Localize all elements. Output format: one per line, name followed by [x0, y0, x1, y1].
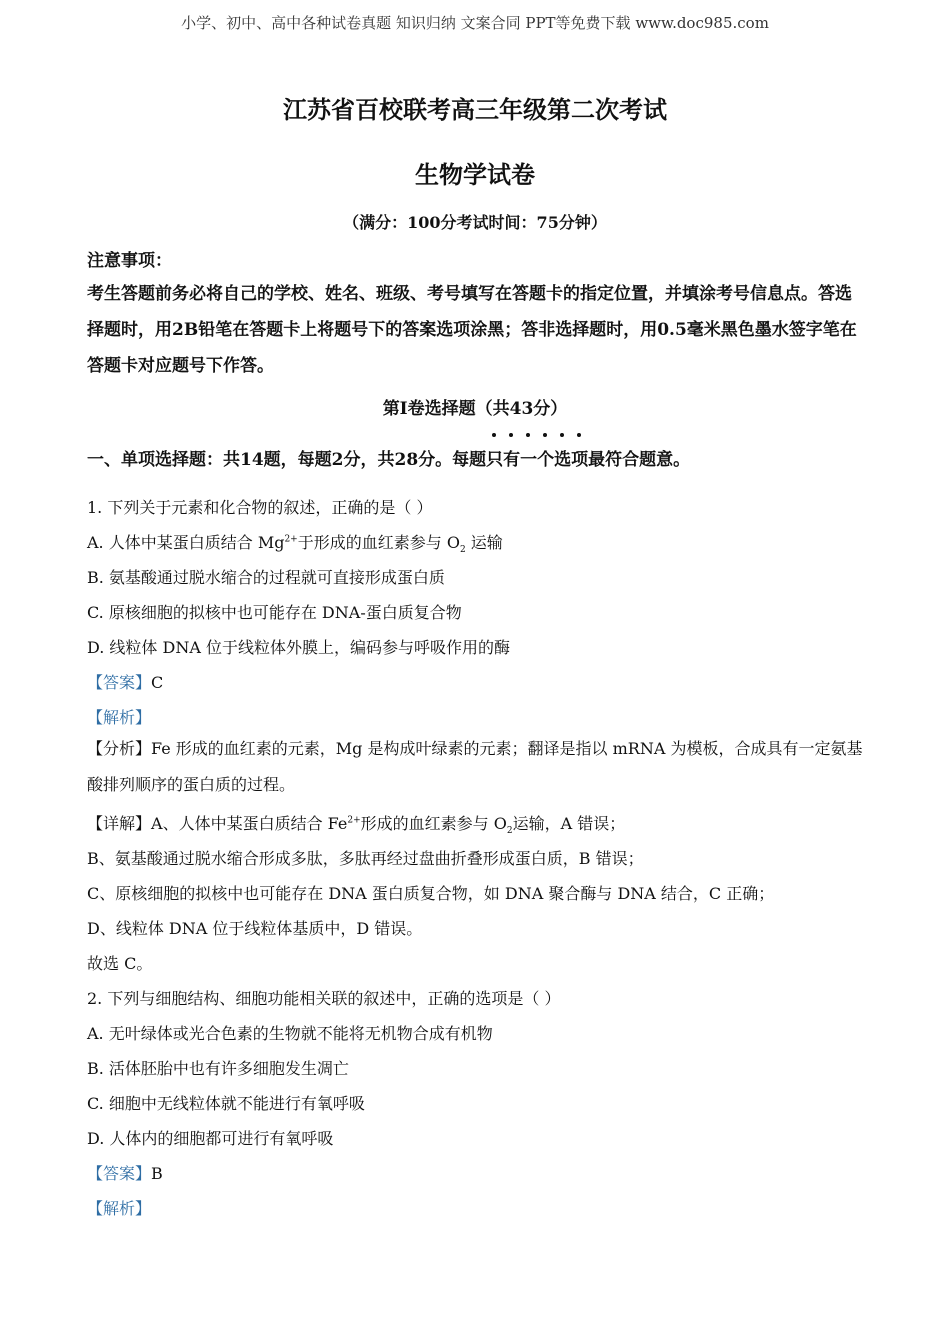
fenxi-text: Fe 形成的血红素的元素，Mg 是构成叶绿素的元素；翻译是指以 mRNA 为模板，合成具有一定氨基酸排列顺序的蛋白质的过程。 — [87, 739, 863, 794]
xiangjie-post: 运输，A 错误； — [512, 814, 626, 833]
q1-conclusion: 故选 C。 — [87, 954, 153, 973]
notes-body: 考生答题前务必将自己的学校、姓名、班级、考号填写在答题卡的指定位置，并填涂考号信息点。答选择题时，用2B铅笔在答题卡上将题号下的答案选项涂黑；答非选择题时，用0.5毫米黑色墨水签字笔在答题卡对应题号下作答。 — [87, 284, 857, 376]
section-intro — [87, 445, 690, 470]
section-intro-b: 最符合题意。 — [588, 450, 691, 470]
notes-heading: 注意事项： — [87, 251, 172, 271]
xiangjie-text: A、人体中某蛋白质结合 Fe — [151, 814, 348, 833]
xiangjie-sub: 2 — [506, 826, 513, 837]
answer-tag: 【答案】 — [87, 1164, 152, 1183]
q1-option-a-sub: 2 — [459, 545, 466, 556]
q1-option-c: C. 原核细胞的拟核中也可能存在 DNA-蛋白质复合物 — [87, 603, 462, 622]
q2-option-a: A. 无叶绿体或光合色素的生物就不能将无机物合成有机物 — [87, 1024, 493, 1043]
exam-title: 江苏省百校联考高三年级第二次考试 — [283, 95, 667, 124]
q1-option-a-post: 运输 — [465, 533, 503, 552]
emphasis-dot — [492, 433, 496, 437]
subject-title: 生物学试卷 — [415, 160, 535, 189]
xiangjie-mid: 形成的血红素参与 O — [360, 814, 507, 833]
emphasis-dot — [577, 433, 581, 437]
xiangjie-sup: 2+ — [347, 815, 361, 826]
q1-option-a-sup: 2+ — [284, 534, 298, 545]
q1-explain-d: D、线粒体 DNA 位于线粒体基质中，D 错误。 — [87, 919, 423, 938]
answer-tag: 【答案】 — [87, 673, 152, 692]
q1-option-a — [87, 530, 503, 555]
q1-option-a-text: A. 人体中某蛋白质结合 Mg — [87, 533, 285, 552]
q2-analysis-tag: 【解析】 — [87, 1199, 152, 1218]
q1-answer — [87, 670, 163, 693]
exam-info: （满分：100分考试时间：75分钟） — [343, 213, 607, 232]
q1-option-a-mid: 于形成的血红素参与 O — [297, 533, 460, 552]
q1-fenxi — [87, 731, 867, 803]
q1-explain-c: C、原核细胞的拟核中也可能存在 DNA 蛋白质复合物，如 DNA 聚合酶与 DNA 结合，C 正确； — [87, 884, 775, 903]
answer-value: C — [151, 673, 164, 692]
section-intro-emphasis — [486, 445, 588, 470]
part1-title: 第Ⅰ卷选择题（共43分） — [382, 399, 568, 419]
q1-explain-b: B、氨基酸通过脱水缩合形成多肽，多肽再经过盘曲折叠形成蛋白质，B 错误； — [87, 849, 644, 868]
q2-stem: 2. 下列与细胞结构、细胞功能相关联的叙述中，正确的选项是（ ） — [87, 989, 561, 1008]
q2-option-c: C. 细胞中无线粒体就不能进行有氧呼吸 — [87, 1094, 365, 1113]
section-intro-a: 一、单项选择题：共14题，每题2分，共28分。每题 — [87, 450, 487, 470]
q1-stem: 1. 下列关于元素和化合物的叙述，正确的是（ ） — [87, 498, 433, 517]
q1-analysis-tag: 【解析】 — [87, 708, 152, 727]
fenxi-tag: 【分析】 — [87, 739, 152, 758]
site-banner: 小学、初中、高中各种试卷真题 知识归纳 文案合同 PPT等免费下载 www.doc985.com — [181, 14, 769, 32]
emphasis-dot — [560, 433, 564, 437]
section-intro-emph-text: 只有一个选项 — [486, 450, 589, 470]
xiangjie-tag: 【详解】 — [87, 814, 152, 833]
q1-option-d: D. 线粒体 DNA 位于线粒体外膜上，编码参与呼吸作用的酶 — [87, 638, 510, 657]
emphasis-dot — [543, 433, 547, 437]
emphasis-dot — [526, 433, 530, 437]
answer-value: B — [151, 1164, 163, 1183]
q2-answer — [87, 1161, 163, 1184]
q2-option-b: B. 活体胚胎中也有许多细胞发生凋亡 — [87, 1059, 349, 1078]
emphasis-dot — [509, 433, 513, 437]
q1-option-b: B. 氨基酸通过脱水缩合的过程就可直接形成蛋白质 — [87, 568, 445, 587]
q1-xiangjie — [87, 811, 625, 836]
q2-option-d: D. 人体内的细胞都可进行有氧呼吸 — [87, 1129, 334, 1148]
